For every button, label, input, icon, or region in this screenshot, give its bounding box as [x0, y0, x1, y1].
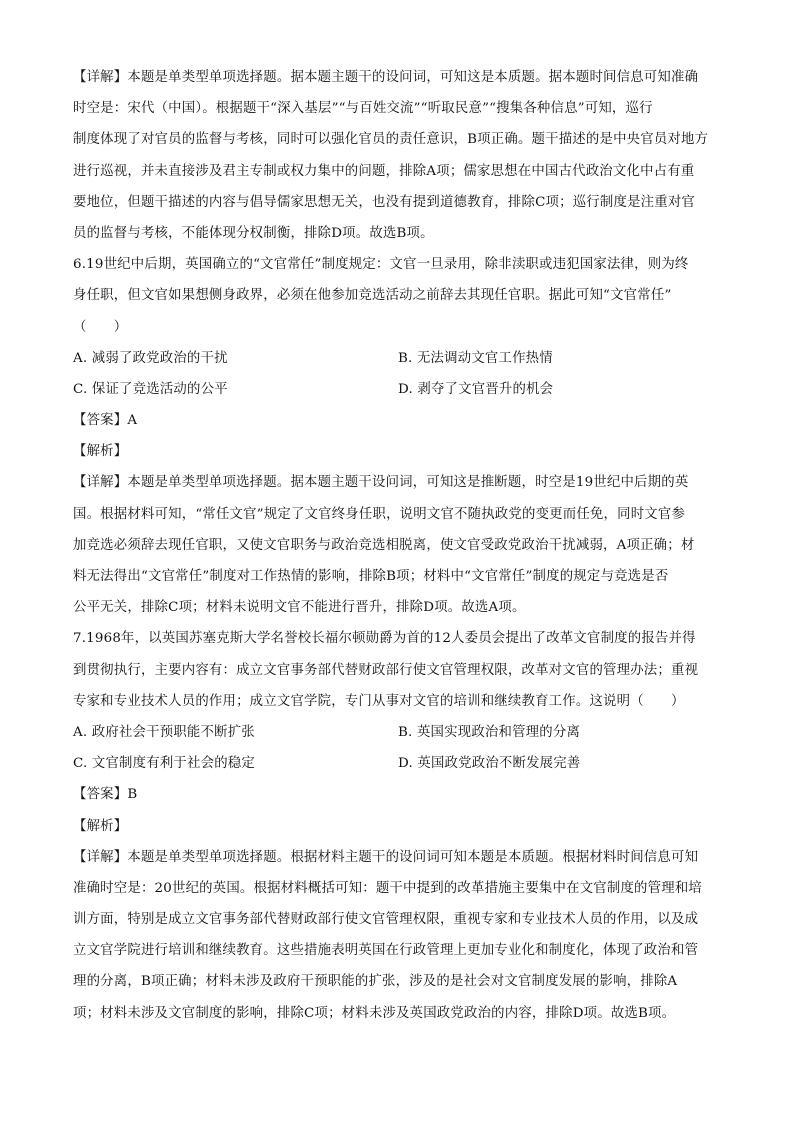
- analysis-label: 【解析】: [73, 818, 128, 834]
- option-d: D. 剥夺了文官晋升的机会: [398, 381, 554, 397]
- option-d: D. 英国政党政治不断发展完善: [398, 756, 581, 772]
- option-b: B. 无法调动文官工作热情: [398, 350, 553, 366]
- options-row: [73, 748, 723, 779]
- option-a: A. 减弱了政党政治的干扰: [73, 350, 228, 366]
- options-row: [73, 717, 723, 748]
- detail-line: 【详解】本题是单类型单项选择题。据本题主题干设问词，可知这是推断题，时空是19世纪中后期的英: [73, 475, 689, 491]
- options-row: [73, 343, 723, 374]
- option-a: A. 政府社会干预职能不断扩张: [73, 724, 255, 740]
- question-7: [73, 623, 723, 1028]
- text-line: 员的监督与考核，不能体现分权制衡，排除D项。故选B项。: [73, 225, 434, 241]
- document-page: [73, 62, 723, 1029]
- text-line: 【详解】本题是单类型单项选择题。据本题主题干的设问词，可知这是本质题。据本题时间信息可知准确: [73, 70, 699, 85]
- option-c: C. 保证了竞选活动的公平: [73, 381, 228, 397]
- text-line: 进行巡视，并未直接涉及君主专制或权力集中的问题，排除A项；儒家思想在中国古代政治文化中占有重: [73, 163, 695, 179]
- question-6: [73, 249, 723, 623]
- text-line: 时空是：宋代（中国）。根据题干“深入基层”“与百姓交流”“听取民意”“搜集各种信息”可知，巡行: [73, 101, 653, 117]
- text-line: 制度体现了对官员的监督与考核，同时可以强化官员的责任意识，B项正确。题干描述的是中央官员对地方: [73, 132, 709, 148]
- options-row: [73, 374, 723, 405]
- option-b: B. 英国实现政治和管理的分离: [398, 724, 581, 740]
- question-stem-line: 身任职，但文官如果想侧身政界，必须在他参加竞选活动之前辞去其现任官职。据此可知“文官常任”: [73, 288, 672, 304]
- answer-label: 【答案】A: [73, 413, 138, 429]
- question-stem-line: 到贯彻执行，主要内容有：成立文官事务部代替财政部行使文官管理权限，改革对文官的管理办法；重视: [73, 662, 699, 678]
- prev-question-detail: [73, 62, 723, 249]
- detail-line: 国。根据材料可知，“常任文官”规定了文官终身任职，说明文官不随执政党的变更而任免，同时文官参: [73, 506, 686, 522]
- detail-line: 公平无关，排除C项；材料未说明文官不能进行晋升，排除D项。故选A项。: [73, 600, 526, 616]
- detail-line: 立文官学院进行培训和继续教育。这些措施表明英国在行政管理上更加专业化和制度化，体现了政治和管: [73, 943, 699, 959]
- detail-line: 加竞选必须辞去现任官职，又使文官职务与政治竞选相脱离，使文官受政党政治干扰减弱，A项正确；材: [73, 537, 695, 553]
- question-stem-line: 6.19世纪中后期，英国确立的“文官常任”制度规定：文官一旦录用，除非渎职或违犯国家法律，则为终: [73, 257, 689, 273]
- question-stem-line: 专家和专业技术人员的作用；成立文官学院，专门从事对文官的培训和继续教育工作。这说明（ ）: [73, 693, 685, 709]
- option-c: C. 文官制度有利于社会的稳定: [73, 756, 255, 772]
- text-line: 要地位，但题干描述的内容与倡导儒家思想无关，也没有提到道德教育，排除C项；巡行制度是注重对官: [73, 194, 696, 210]
- detail-line: 【详解】本题是单类型单项选择题。根据材料主题干的设问词可知本题是本质题。根据材料时间信息可知: [73, 849, 699, 865]
- detail-line: 料无法得出“文官常任”制度对工作热情的影响，排除B项；材料中“文官常任”制度的规定与竞选是否: [73, 569, 669, 584]
- detail-line: 理的分离，B项正确；材料未涉及政府干预职能的扩张，涉及的是社会对文官制度发展的影响，排除A: [73, 974, 678, 990]
- answer-label: 【答案】B: [73, 787, 138, 803]
- question-stem-line: （ ）: [73, 319, 128, 335]
- detail-line: 项；材料未涉及文官制度的影响，排除C项；材料未涉及英国政党政治的内容，排除D项。故选B项。: [73, 1005, 676, 1021]
- analysis-label: 【解析】: [73, 444, 128, 460]
- detail-line: 训方面，特别是成立文官事务部代替财政部行使文官管理权限，重视专家和专业技术人员的作用，以及成: [73, 912, 699, 928]
- question-stem-line: 7.1968年，以英国苏塞克斯大学名誉校长福尔顿勋爵为首的12人委员会提出了改革文官制度的报告并得: [73, 631, 696, 647]
- detail-line: 准确时空是：20世纪的英国。根据材料概括可知：题干中提到的改革措施主要集中在文官制度的管理和培: [73, 880, 703, 896]
